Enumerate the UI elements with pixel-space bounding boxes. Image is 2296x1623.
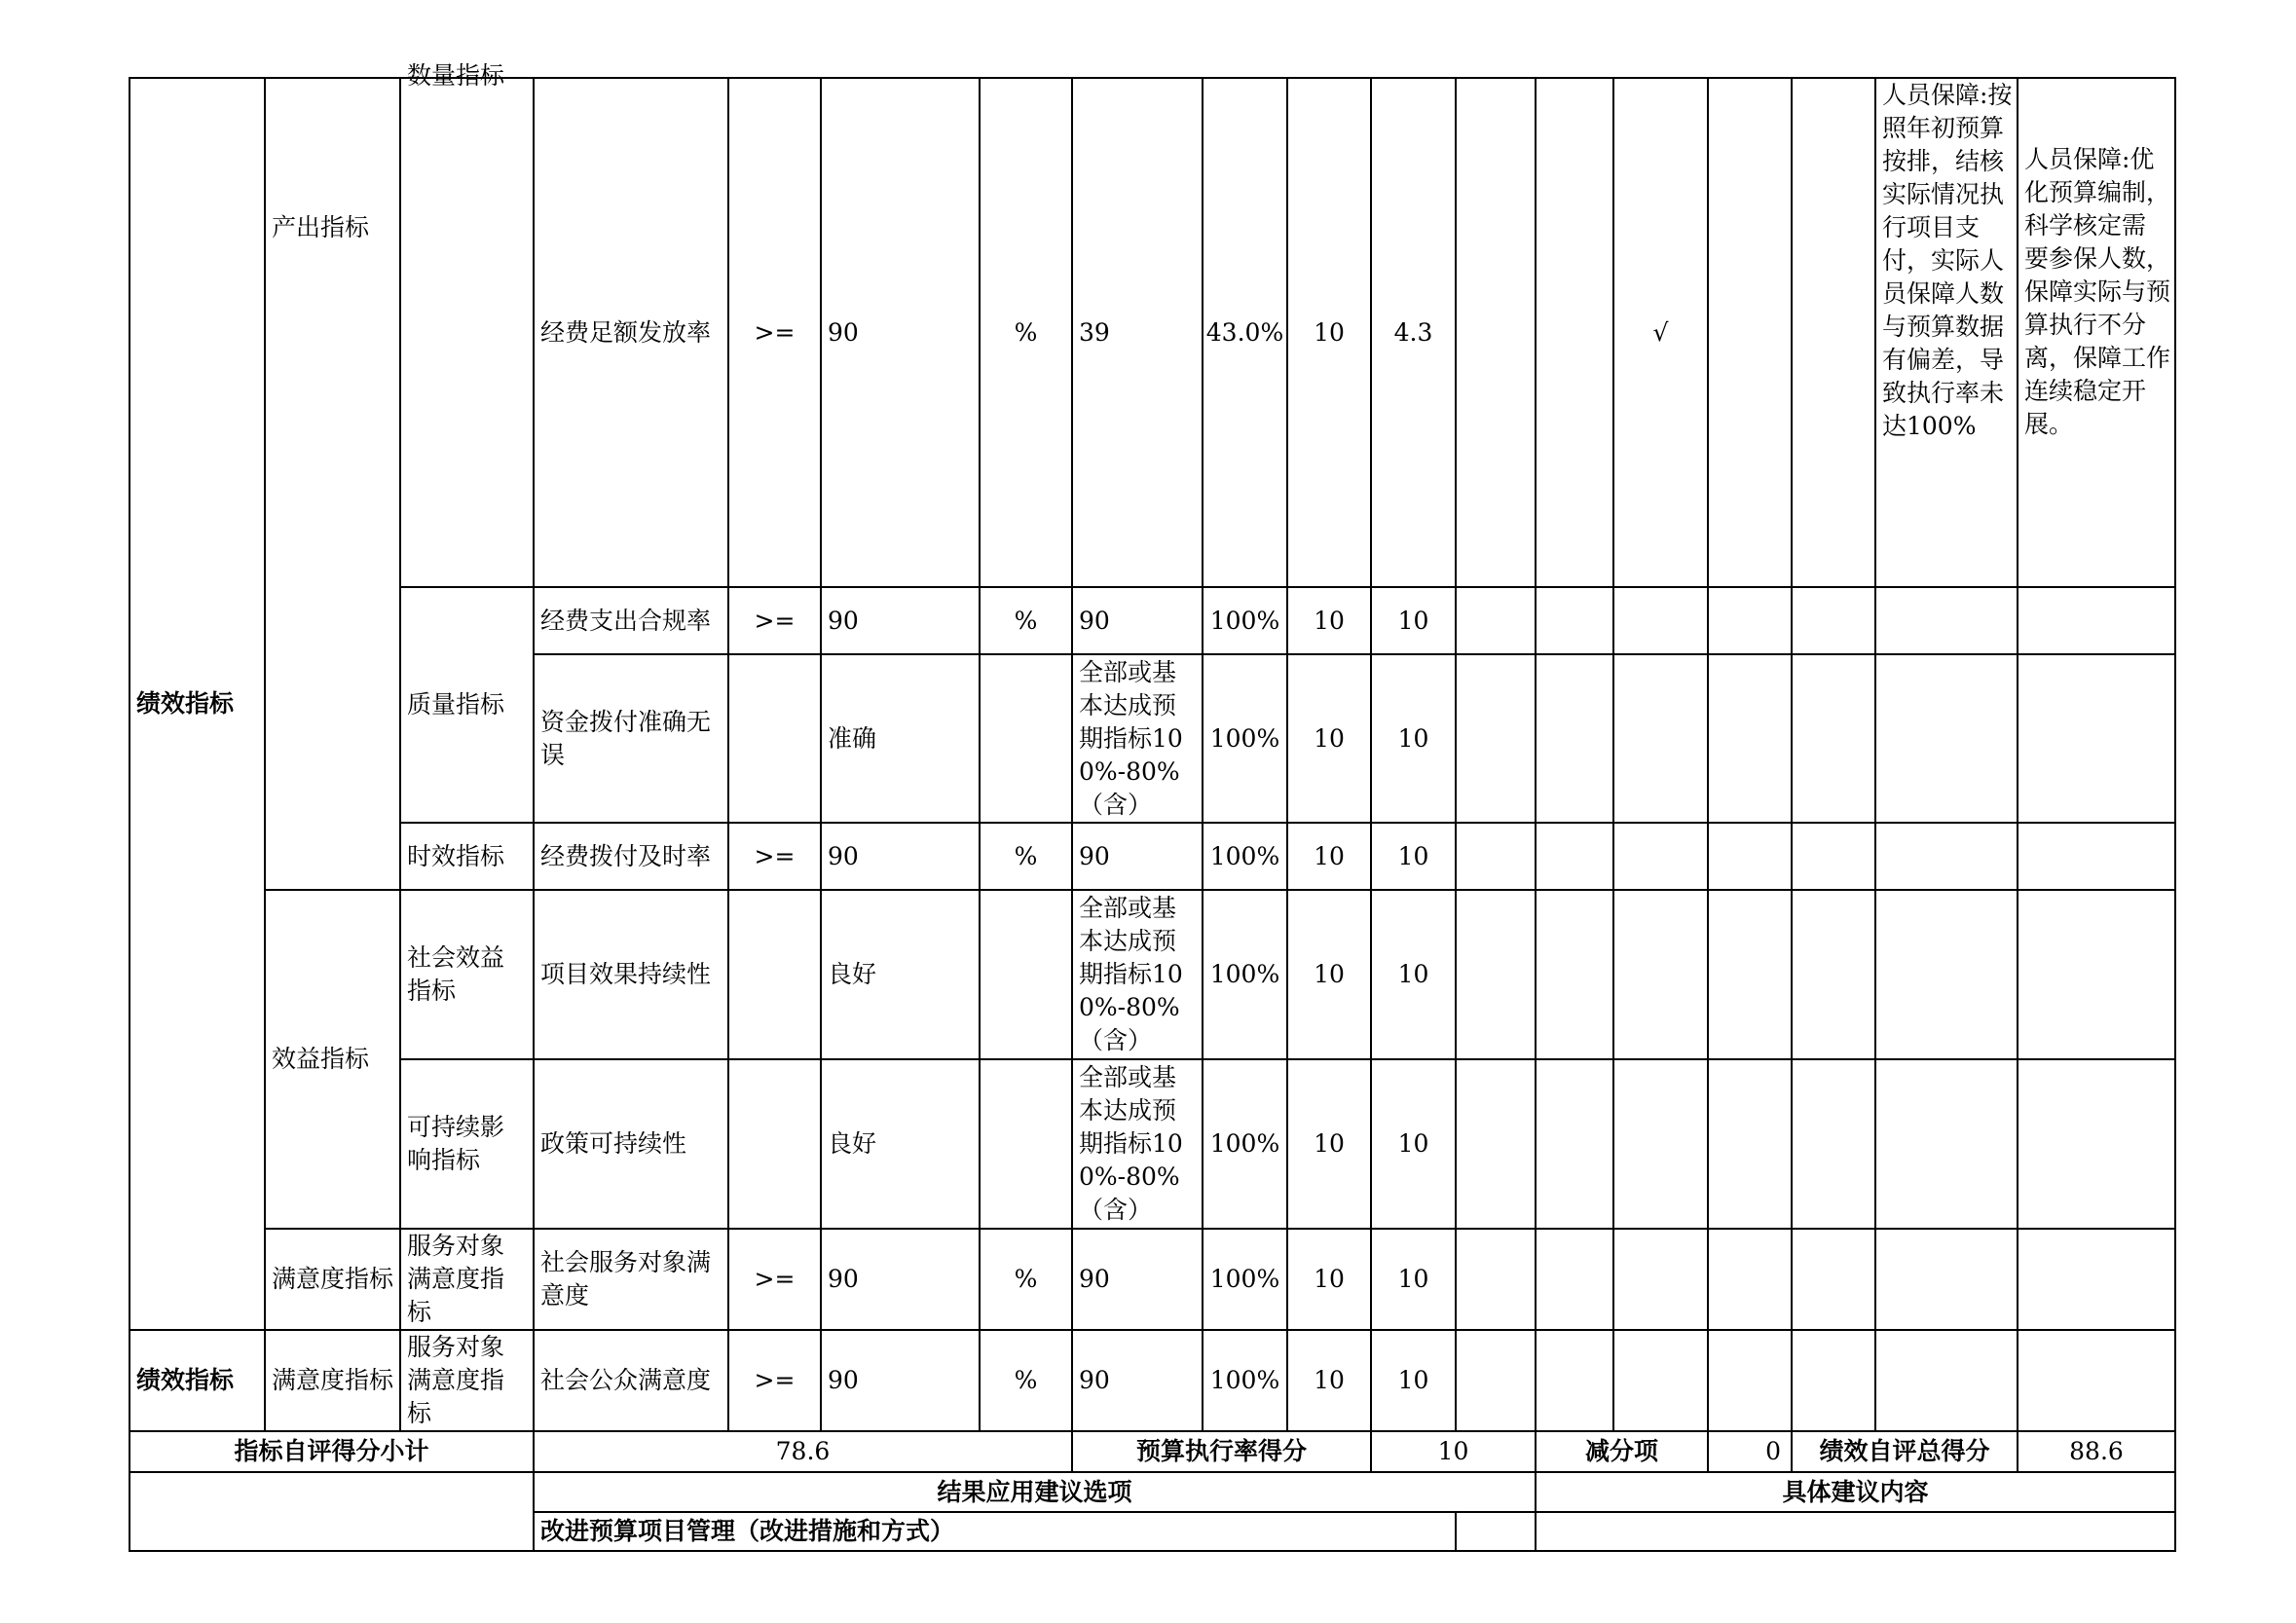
op-cell: >=	[728, 823, 821, 890]
weight-cell: 10	[1287, 78, 1371, 587]
op-cell: >=	[728, 587, 821, 654]
level3-cell: 社会效益指标	[400, 890, 534, 1059]
level3-cell: 服务对象满意度指标	[400, 1330, 534, 1431]
empty-cell	[1875, 1229, 2018, 1330]
empty-cell	[1536, 823, 1613, 890]
empty-cell	[1792, 1330, 1875, 1431]
subtotal-value: 78.6	[534, 1431, 1072, 1472]
empty-cell	[1875, 1330, 2018, 1431]
score-cell: 10	[1371, 587, 1456, 654]
rate-cell: 100%	[1203, 654, 1287, 823]
empty-cell	[1875, 890, 2018, 1059]
empty-cell	[1875, 587, 2018, 654]
weight-cell: 10	[1287, 890, 1371, 1059]
empty-cell	[2018, 654, 2175, 823]
empty-cell	[2018, 823, 2175, 890]
indicator-cell: 社会服务对象满意度	[534, 1229, 728, 1330]
empty-cell	[1708, 654, 1792, 823]
performance-indicator-table	[129, 61, 2176, 1552]
empty-cell	[1613, 890, 1708, 1059]
empty-cell	[1456, 1229, 1536, 1330]
deduction-label: 减分项	[1536, 1431, 1708, 1472]
score-cell: 10	[1371, 1330, 1456, 1431]
actual-cell: 39	[1072, 78, 1203, 587]
level2-cell: 产出指标	[265, 78, 400, 890]
empty-cell	[1536, 654, 1613, 823]
level2-cell: 效益指标	[265, 890, 400, 1229]
level3-cell	[400, 61, 534, 587]
actual-cell: 90	[1072, 587, 1203, 654]
empty-cell	[1613, 587, 1708, 654]
level2-cell: 满意度指标	[265, 1330, 400, 1431]
empty-cell	[1456, 654, 1536, 823]
summary-row	[130, 1431, 2175, 1472]
op-cell	[728, 1059, 821, 1229]
empty-cell	[2018, 1229, 2175, 1330]
empty-cell	[1792, 1229, 1875, 1330]
level2-cell: 满意度指标	[265, 1229, 400, 1330]
deduction-value: 0	[1708, 1431, 1792, 1472]
unit-cell: %	[980, 823, 1072, 890]
level3-cut-label: 数量指标	[407, 61, 505, 90]
target-cell: 90	[821, 78, 980, 587]
check-cell: √	[1613, 78, 1708, 587]
empty-cell	[1613, 1229, 1708, 1330]
empty-cell	[1456, 890, 1536, 1059]
suggestion-option: 改进预算项目管理（改进措施和方式）	[534, 1512, 1456, 1551]
empty-cell	[1792, 587, 1875, 654]
empty-cell	[1613, 654, 1708, 823]
empty-cell	[1536, 1059, 1613, 1229]
table-row	[130, 1229, 2175, 1330]
rate-cell: 100%	[1203, 1330, 1287, 1431]
empty-cell	[1708, 1229, 1792, 1330]
table-row	[130, 78, 2175, 587]
level3-cell: 可持续影响指标	[400, 1059, 534, 1229]
score-cell: 10	[1371, 654, 1456, 823]
unit-cell: %	[980, 1229, 1072, 1330]
empty-cell	[1708, 823, 1792, 890]
rate-cell: 100%	[1203, 1229, 1287, 1330]
empty-cell	[1792, 823, 1875, 890]
actual-cell: 全部或基本达成预期指标100%-80%（含）	[1072, 890, 1203, 1059]
subtotal-label: 指标自评得分小计	[130, 1431, 534, 1472]
empty-cell	[1456, 823, 1536, 890]
empty-cell	[1613, 823, 1708, 890]
empty-cell	[1875, 654, 2018, 823]
rate-cell: 43.0%	[1203, 78, 1287, 587]
suggestion-header-row	[130, 1472, 2175, 1512]
empty-cell	[2018, 587, 2175, 654]
reason-cell: 人员保障:按照年初预算按排，结核实际情况执行项目支付，实际人员保障人数与预算数据有偏差，导致执行率未达100%	[1875, 78, 2018, 587]
target-cell: 90	[821, 587, 980, 654]
empty-cell	[2018, 1059, 2175, 1229]
level1-cell: 绩效指标	[130, 1330, 265, 1431]
empty-cell	[1792, 1059, 1875, 1229]
empty-cell	[1536, 78, 1613, 587]
budget-score-label: 预算执行率得分	[1072, 1431, 1371, 1472]
empty-cell	[1456, 1059, 1536, 1229]
empty-cell	[2018, 1330, 2175, 1431]
table-row	[130, 890, 2175, 1059]
empty-cell	[1708, 587, 1792, 654]
op-cell: >=	[728, 78, 821, 587]
budget-score-value: 10	[1371, 1431, 1536, 1472]
content-header: 具体建议内容	[1536, 1472, 2175, 1512]
empty-cell	[1536, 1330, 1613, 1431]
target-cell: 90	[821, 1229, 980, 1330]
score-cell: 10	[1371, 1229, 1456, 1330]
total-score-value: 88.6	[2018, 1431, 2175, 1472]
weight-cell: 10	[1287, 587, 1371, 654]
indicator-cell: 社会公众满意度	[534, 1330, 728, 1431]
empty-cell	[1536, 1229, 1613, 1330]
target-cell: 90	[821, 1330, 980, 1431]
empty-cell	[1613, 1330, 1708, 1431]
options-header: 结果应用建议选项	[534, 1472, 1536, 1512]
rate-cell: 100%	[1203, 587, 1287, 654]
empty-cell	[1792, 890, 1875, 1059]
actual-cell: 90	[1072, 1330, 1203, 1431]
empty-cell	[1708, 1059, 1792, 1229]
indicator-cell: 资金拨付准确无误	[534, 654, 728, 823]
actual-cell: 全部或基本达成预期指标100%-80%（含）	[1072, 1059, 1203, 1229]
target-cell: 准确	[821, 654, 980, 823]
level3-cell: 服务对象满意度指标	[400, 1229, 534, 1330]
empty-cell	[1875, 1059, 2018, 1229]
suggestion-content-cell	[1536, 1512, 2175, 1551]
empty-cell	[1613, 1059, 1708, 1229]
empty-cell	[1875, 823, 2018, 890]
indicator-cell: 经费足额发放率	[534, 78, 728, 587]
indicator-cell: 项目效果持续性	[534, 890, 728, 1059]
level3-cell: 时效指标	[400, 823, 534, 890]
empty-cell	[130, 1472, 534, 1551]
empty-cell	[1708, 78, 1792, 587]
actual-cell: 全部或基本达成预期指标100%-80%（含）	[1072, 654, 1203, 823]
indicator-cell: 经费拨付及时率	[534, 823, 728, 890]
op-cell	[728, 890, 821, 1059]
score-cell: 4.3	[1371, 78, 1456, 587]
suggestion-check-cell	[1456, 1512, 1536, 1551]
score-cell: 10	[1371, 890, 1456, 1059]
empty-cell	[1536, 587, 1613, 654]
unit-cell: %	[980, 78, 1072, 587]
indicator-cell: 政策可持续性	[534, 1059, 728, 1229]
op-cell: >=	[728, 1330, 821, 1431]
table-row	[130, 1330, 2175, 1431]
rate-cell: 100%	[1203, 1059, 1287, 1229]
table-row	[130, 1059, 2175, 1229]
op-cell	[728, 654, 821, 823]
empty-cell	[1792, 654, 1875, 823]
weight-cell: 10	[1287, 1059, 1371, 1229]
table-row	[130, 823, 2175, 890]
unit-cell	[980, 1059, 1072, 1229]
level3-cell: 质量指标	[400, 587, 534, 823]
rate-cell: 100%	[1203, 890, 1287, 1059]
level1-cell: 绩效指标	[130, 78, 265, 1330]
target-cell: 良好	[821, 890, 980, 1059]
actual-cell: 90	[1072, 1229, 1203, 1330]
unit-cell	[980, 890, 1072, 1059]
weight-cell: 10	[1287, 1330, 1371, 1431]
indicator-cell: 经费支出合规率	[534, 587, 728, 654]
score-cell: 10	[1371, 1059, 1456, 1229]
measure-cell: 人员保障:优化预算编制，科学核定需 要参保人数，保障实际与预算执行不分离，保障工作连续稳定开展。	[2018, 78, 2175, 587]
empty-cell	[2018, 890, 2175, 1059]
target-cell: 90	[821, 823, 980, 890]
empty-cell	[1456, 78, 1536, 587]
unit-cell: %	[980, 587, 1072, 654]
actual-cell: 90	[1072, 823, 1203, 890]
empty-cell	[1536, 890, 1613, 1059]
empty-cell	[1792, 78, 1875, 587]
empty-cell	[1456, 1330, 1536, 1431]
rate-cell: 100%	[1203, 823, 1287, 890]
empty-cell	[1708, 890, 1792, 1059]
weight-cell: 10	[1287, 823, 1371, 890]
empty-cell	[1456, 587, 1536, 654]
op-cell: >=	[728, 1229, 821, 1330]
weight-cell: 10	[1287, 1229, 1371, 1330]
target-cell: 良好	[821, 1059, 980, 1229]
total-score-label: 绩效自评总得分	[1792, 1431, 2018, 1472]
unit-cell	[980, 654, 1072, 823]
empty-cell	[1708, 1330, 1792, 1431]
unit-cell: %	[980, 1330, 1072, 1431]
score-cell: 10	[1371, 823, 1456, 890]
table-row	[130, 587, 2175, 654]
weight-cell: 10	[1287, 654, 1371, 823]
